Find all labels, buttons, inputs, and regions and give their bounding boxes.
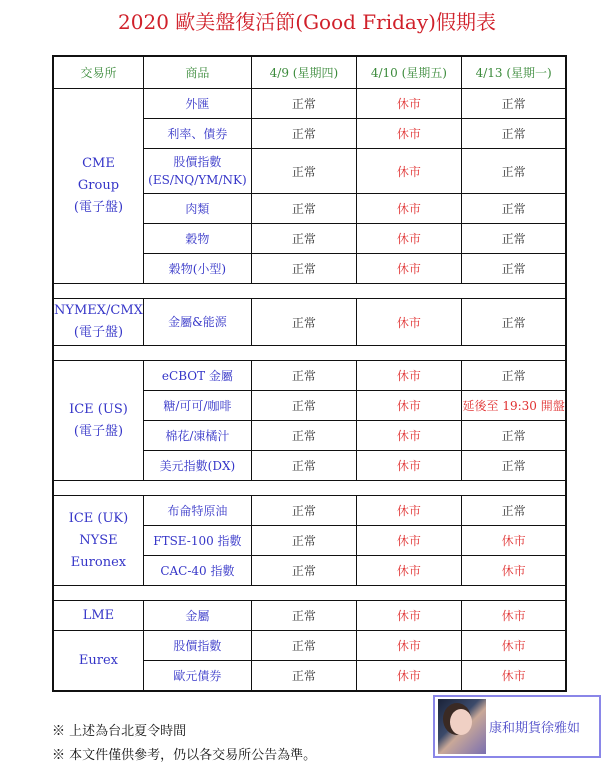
product-cell: 金屬: [143, 601, 251, 631]
footnote: ※ 上述為台北夏令時間: [52, 724, 187, 739]
exchange-name-line: ICE (UK): [68, 510, 129, 526]
header-row: [53, 56, 566, 89]
table-row: [53, 361, 566, 391]
status-day-2: 休市: [356, 556, 461, 586]
product-cell: 布侖特原油: [143, 496, 251, 526]
product-cell: FTSE-100 指數: [143, 526, 251, 556]
exchange-name-line: Group: [77, 178, 120, 193]
product-cell: 外匯: [143, 89, 251, 119]
exchange-cell: [53, 299, 143, 346]
status-day-3: 休市: [461, 601, 566, 631]
status-day-3: 休市: [461, 526, 566, 556]
status-day-2: 休市: [356, 391, 461, 421]
exchange-cell: [53, 631, 143, 692]
status-day-3: 正常: [461, 421, 566, 451]
status-day-3: 正常: [461, 451, 566, 481]
product-cell: 股價指數 (ES/NQ/YM/NK): [143, 149, 251, 194]
product-cell: 穀物(小型): [143, 254, 251, 284]
status-day-2: 休市: [356, 631, 461, 661]
status-day-3: 正常: [461, 119, 566, 149]
status-day-3: 休市: [461, 556, 566, 586]
group-separator: [53, 346, 566, 361]
product-cell: 美元指數(DX): [143, 451, 251, 481]
holiday-table: [52, 55, 567, 692]
group-separator: [53, 586, 566, 601]
status-day-3: 正常: [461, 299, 566, 346]
exchange-name-line: LME: [82, 607, 115, 623]
status-day-3: 正常: [461, 194, 566, 224]
status-day-2: 休市: [356, 421, 461, 451]
status-day-2: 休市: [356, 224, 461, 254]
product-cell: 股價指數: [143, 631, 251, 661]
status-day-2: 休市: [356, 526, 461, 556]
exchange-name-line: NYSE: [79, 532, 118, 548]
header-exchange: 交易所: [53, 56, 143, 89]
status-day-1: 正常: [251, 361, 356, 391]
status-day-2: 休市: [356, 361, 461, 391]
header-product: 商品: [143, 56, 251, 89]
exchange-cell: [53, 89, 143, 284]
status-day-2: 休市: [356, 119, 461, 149]
status-day-2: 休市: [356, 661, 461, 692]
status-day-1: 正常: [251, 119, 356, 149]
status-day-2: 休市: [356, 496, 461, 526]
status-day-2: 休市: [356, 194, 461, 224]
product-cell: 歐元債券: [143, 661, 251, 692]
avatar: [438, 699, 486, 754]
status-day-1: 正常: [251, 254, 356, 284]
product-cell: CAC-40 指數: [143, 556, 251, 586]
product-cell: 肉類: [143, 194, 251, 224]
status-day-3: 正常: [461, 254, 566, 284]
product-cell: 棉花/凍橘汁: [143, 421, 251, 451]
exchange-name-line: NYMEX/CMX: [54, 303, 143, 318]
header-date-1: 4/9 (星期四): [251, 56, 356, 89]
status-day-2: 休市: [356, 299, 461, 346]
status-day-1: 正常: [251, 89, 356, 119]
group-separator: [53, 481, 566, 496]
footnote: ※ 本文件僅供參考，仍以各交易所公告為準。: [52, 748, 317, 763]
status-day-1: 正常: [251, 299, 356, 346]
exchange-name-line: (電子盤): [73, 200, 124, 215]
status-day-1: 正常: [251, 421, 356, 451]
status-day-3: 正常: [461, 149, 566, 194]
table-row: [53, 299, 566, 346]
status-day-2: 休市: [356, 601, 461, 631]
group-separator: [53, 284, 566, 299]
status-day-3: 正常: [461, 89, 566, 119]
header-date-3: 4/13 (星期一): [461, 56, 566, 89]
author-name: 康和期貨徐雅如: [489, 721, 581, 736]
author-badge: [433, 695, 601, 758]
status-day-3: 正常: [461, 361, 566, 391]
page-title: 2020 歐美盤復活節(Good Friday)假期表: [118, 10, 496, 34]
table-row: [53, 631, 566, 661]
header-date-2: 4/10 (星期五): [356, 56, 461, 89]
exchange-cell: [53, 361, 143, 481]
status-day-1: 正常: [251, 391, 356, 421]
exchange-name-line: (電子盤): [73, 423, 124, 439]
exchange-cell: [53, 496, 143, 586]
status-day-1: 正常: [251, 496, 356, 526]
footnotes: [52, 720, 316, 768]
exchange-name-line: ICE (US): [69, 401, 128, 417]
status-day-3: 延後至 19:30 開盤: [461, 391, 566, 421]
status-day-1: 正常: [251, 601, 356, 631]
status-day-1: 正常: [251, 194, 356, 224]
status-day-3: 正常: [461, 496, 566, 526]
table-row: [53, 496, 566, 526]
status-day-3: 休市: [461, 631, 566, 661]
status-day-2: 休市: [356, 89, 461, 119]
product-cell: 金屬&能源: [143, 299, 251, 346]
status-day-1: 正常: [251, 451, 356, 481]
status-day-1: 正常: [251, 526, 356, 556]
status-day-2: 休市: [356, 149, 461, 194]
status-day-1: 正常: [251, 556, 356, 586]
status-day-3: 正常: [461, 224, 566, 254]
status-day-2: 休市: [356, 254, 461, 284]
product-cell: 利率、債券: [143, 119, 251, 149]
exchange-cell: [53, 601, 143, 631]
status-day-2: 休市: [356, 451, 461, 481]
exchange-name-line: CME: [82, 156, 115, 171]
exchange-name-line: Eurex: [78, 652, 118, 668]
product-cell: 糖/可可/咖啡: [143, 391, 251, 421]
product-cell: eCBOT 金屬: [143, 361, 251, 391]
status-day-1: 正常: [251, 149, 356, 194]
status-day-1: 正常: [251, 224, 356, 254]
product-cell: 穀物: [143, 224, 251, 254]
status-day-1: 正常: [251, 661, 356, 692]
table-row: [53, 601, 566, 631]
status-day-1: 正常: [251, 631, 356, 661]
table-row: [53, 89, 566, 119]
status-day-3: 休市: [461, 661, 566, 692]
exchange-name-line: Euronex: [70, 554, 127, 570]
exchange-name-line: (電子盤): [73, 325, 124, 340]
